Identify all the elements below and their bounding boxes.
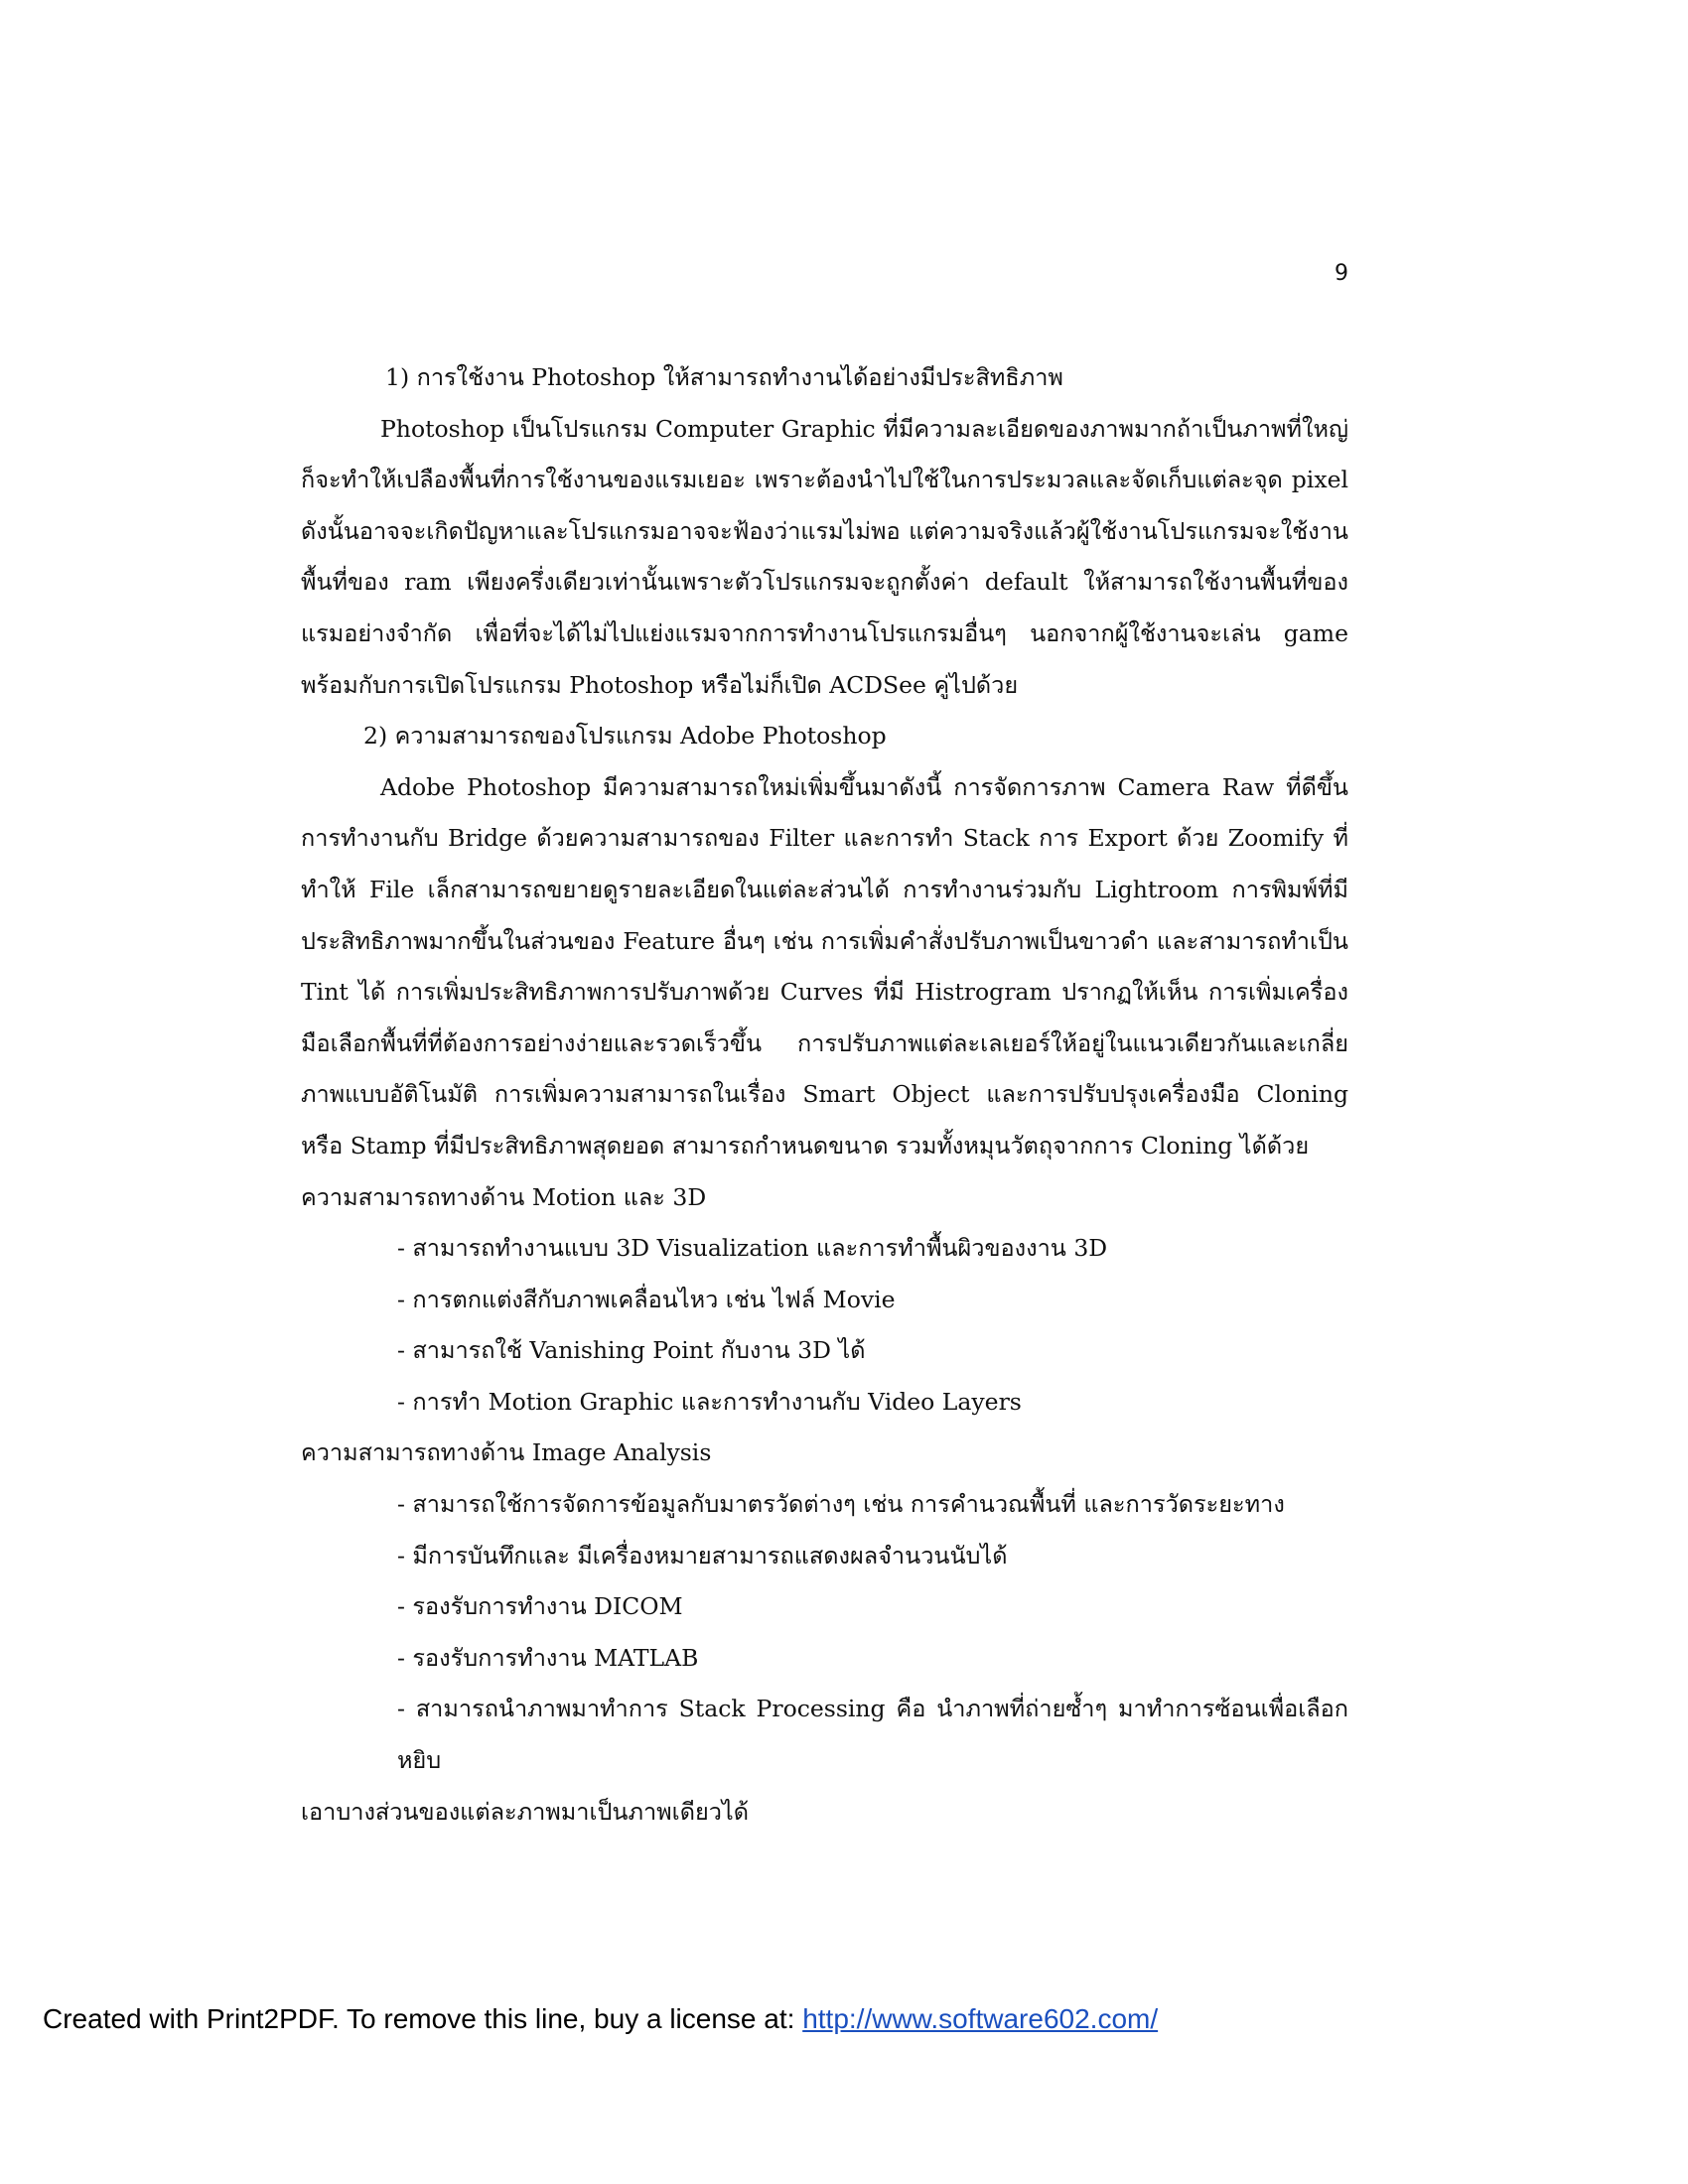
list-item: - รองรับการทำงาน DICOM	[397, 1592, 683, 1621]
image-analysis-trailing-line: เอาบางส่วนของแต่ละภาพมาเป็นภาพเดียวได้	[301, 1797, 750, 1826]
print2pdf-footer	[43, 2003, 1158, 2035]
footer-text: Created with Print2PDF. To remove this line, buy a license at:	[43, 2003, 803, 2034]
section-1-paragraph: Photoshop เป็นโปรแกรม Computer Graphic ที่มีความละเอียดของภาพมากถ้าเป็นภาพที่ใหญ่ ก็จะทำให้เปลืองพื้นที่การใช้งานของแรมเยอะ เพราะต้องนำไปใช้ในการประมวลและจัดเก็บแต่ละจุด pixel ดังนั้นอาจจะเกิดปัญหาและโปรแกรมอาจจะฟ้องว่าแรมไม่พอ แต่ความจริงแล้วผู้ใช้งานโปรแกรมจะใช้งานพื้นที่ของ ram เพียงครึ่งเดียวเท่านั้นเพราะตัวโปรแกรมจะถูกตั้งค่า default ให้สามารถใช้งานพื้นที่ของแรมอย่างจำกัด เพื่อที่จะได้ไม่ไปแย่งแรมจากการทำงานโปรแกรมอื่นๆ นอกจากผู้ใช้งานจะเล่น game พร้อมกับการเปิดโปรแกรม Photoshop หรือไม่ก็เปิด ACDSee คู่ไปด้วย	[301, 414, 1348, 699]
list-item: - การทำ Motion Graphic และการทำงานกับ Video Layers	[397, 1387, 1022, 1416]
section-1-heading: 1) การใช้งาน Photoshop ให้สามารถทำงานได้อย่างมีประสิทธิภาพ	[385, 363, 1063, 391]
list-item: - รองรับการทำงาน MATLAB	[397, 1643, 699, 1672]
motion-3d-heading: ความสามารถทางด้าน Motion และ 3D	[301, 1182, 707, 1211]
footer-license-link[interactable]: http://www.software602.com/	[802, 2003, 1159, 2034]
section-2-heading: 2) ความสามารถของโปรแกรม Adobe Photoshop	[363, 722, 887, 751]
motion-3d-list	[301, 1223, 1348, 1428]
list-item: - การตกแต่งสีกับภาพเคลื่อนไหว เช่น ไฟล์ Movie	[397, 1285, 896, 1313]
section-2-paragraph: Adobe Photoshop มีความสามารถใหม่เพิ่มขึ้นมาดังนี้ การจัดการภาพ Camera Raw ที่ดีขึ้น การทำงานกับ Bridge ด้วยความสามารถของ Filter และการทำ Stack การ Export ด้วย Zoomify ที่ทำให้ File เล็กสามารถขยายดูรายละเอียดในแต่ละส่วนได้ การทำงานร่วมกับ Lightroom การพิมพ์ที่มีประสิทธิภาพมากขึ้นในส่วนของ Feature อื่นๆ เช่น การเพิ่มคำสั่งปรับภาพเป็นขาวดำ และสามารถทำเป็น Tint ได้ การเพิ่มประสิทธิภาพการปรับภาพด้วย Curves ที่มี Histrogram ปรากฏให้เห็น การเพิ่มเครื่องมือเลือกพื้นที่ที่ต้องการอย่างง่ายและรวดเร็วขึ้น การปรับภาพแต่ละเลเยอร์ให้อยู่ในแนวเดียวกันและเกลี่ยภาพแบบอัติโนมัติ การเพิ่มความสามารถในเรื่อง Smart Object และการปรับปรุงเครื่องมือ Cloning หรือ Stamp ที่มีประสิทธิภาพสุดยอด สามารถกำหนดขนาด รวมทั้งหมุนวัตถุจากการ Cloning ได้ด้วย	[301, 772, 1348, 1160]
list-item: - สามารถใช้ Vanishing Point กับงาน 3D ได้	[397, 1336, 866, 1365]
document-body	[301, 352, 1348, 1838]
list-item: - มีการบันทึกและ มีเครื่องหมายสามารถแสดงผลจำนวนนับได้	[397, 1541, 1008, 1570]
list-item: - สามารถนำภาพมาทำการ Stack Processing คือ นำภาพที่ถ่ายซ้ำๆ มาทำการซ้อนเพื่อเลือกหยิบ	[397, 1695, 1348, 1775]
list-item: - สามารถทำงานแบบ 3D Visualization และการทำพื้นผิวของงาน 3D	[397, 1234, 1108, 1263]
page-number: 9	[1335, 261, 1348, 286]
list-item: - สามารถใช้การจัดการข้อมูลกับมาตรวัดต่างๆ เช่น การคำนวณพื้นที่ และการวัดระยะทาง	[397, 1490, 1285, 1519]
image-analysis-list	[301, 1479, 1348, 1787]
image-analysis-heading: ความสามารถทางด้าน Image Analysis	[301, 1438, 712, 1467]
